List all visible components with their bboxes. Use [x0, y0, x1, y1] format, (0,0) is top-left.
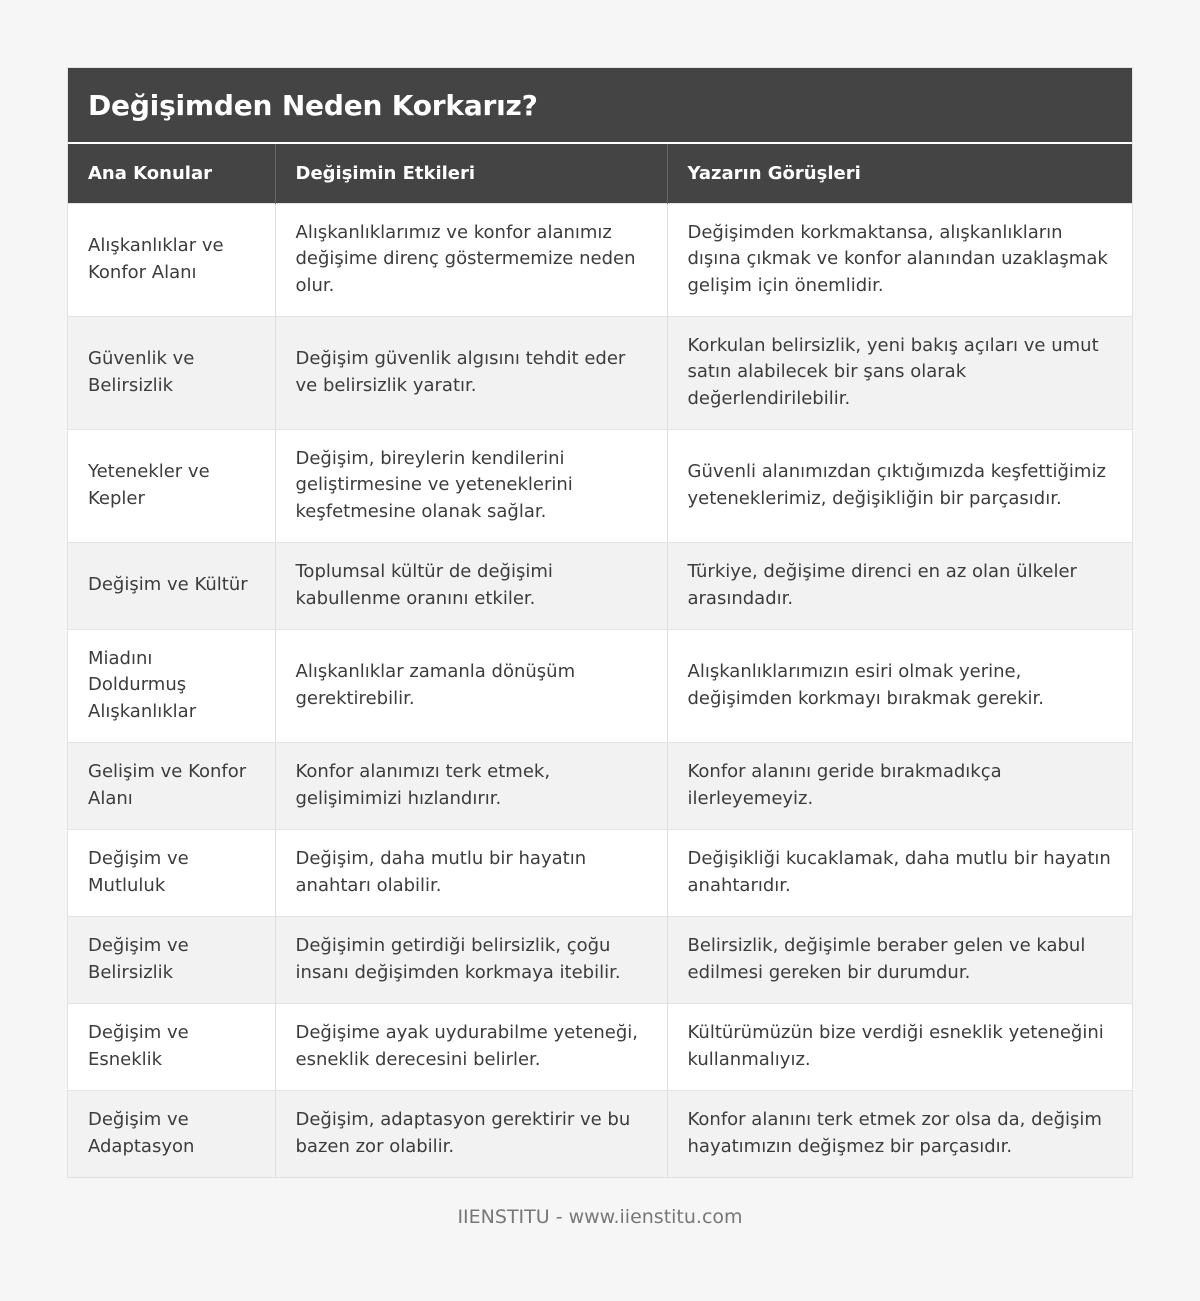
cell-effect: Alışkanlıklar zamanla dönüşüm gerektirebilir. — [275, 629, 667, 742]
cell-topic: Yetenekler ve Kepler — [68, 429, 275, 542]
cell-topic: Gelişim ve Konfor Alanı — [68, 742, 275, 829]
cell-effect: Konfor alanımızı terk etmek, gelişimimizi hızlandırır. — [275, 742, 667, 829]
table-row — [68, 316, 1132, 429]
cell-effect: Değişim, daha mutlu bir hayatın anahtarı olabilir. — [275, 829, 667, 916]
cell-topic: Miadını Doldurmuş Alışkanlıklar — [68, 629, 275, 742]
table-row — [68, 629, 1132, 742]
table-row — [68, 429, 1132, 542]
cell-opinion: Değişimden korkmaktansa, alışkanlıkların dışına çıkmak ve konfor alanından uzaklaşmak gelişim için önemlidir. — [667, 203, 1132, 316]
cell-topic: Güvenlik ve Belirsizlik — [68, 316, 275, 429]
cell-opinion: Alışkanlıklarımızın esiri olmak yerine, değişimden korkmayı bırakmak gerekir. — [667, 629, 1132, 742]
cell-opinion: Belirsizlik, değişimle beraber gelen ve kabul edilmesi gereken bir durumdur. — [667, 916, 1132, 1003]
table-header-row — [68, 144, 1132, 203]
table-row — [68, 1003, 1132, 1090]
cell-effect: Alışkanlıklarımız ve konfor alanımız değişime direnç göstermemize neden olur. — [275, 203, 667, 316]
table-card — [68, 68, 1132, 1177]
cell-effect: Değişim güvenlik algısını tehdit eder ve belirsizlik yaratır. — [275, 316, 667, 429]
table-row — [68, 1090, 1132, 1177]
cell-topic: Alışkanlıklar ve Konfor Alanı — [68, 203, 275, 316]
cell-effect: Değişimin getirdiği belirsizlik, çoğu insanı değişimden korkmaya itebilir. — [275, 916, 667, 1003]
cell-topic: Değişim ve Mutluluk — [68, 829, 275, 916]
cell-opinion: Korkulan belirsizlik, yeni bakış açıları ve umut satın alabilecek bir şans olarak değerlendirilebilir. — [667, 316, 1132, 429]
column-header-opinions: Yazarın Görüşleri — [667, 144, 1132, 203]
table-row — [68, 542, 1132, 629]
cell-effect: Toplumsal kültür de değişimi kabullenme oranını etkiler. — [275, 542, 667, 629]
page-title: Değişimden Neden Korkarız? — [88, 88, 538, 122]
cell-opinion: Konfor alanını geride bırakmadıkça ilerleyemeyiz. — [667, 742, 1132, 829]
cell-opinion: Konfor alanını terk etmek zor olsa da, değişim hayatımızın değişmez bir parçasıdır. — [667, 1090, 1132, 1177]
data-table — [68, 144, 1132, 1177]
column-header-topics: Ana Konular — [68, 144, 275, 203]
cell-opinion: Kültürümüzün bize verdiği esneklik yeteneğini kullanmalıyız. — [667, 1003, 1132, 1090]
cell-effect: Değişim, bireylerin kendilerini geliştirmesine ve yeteneklerini keşfetmesine olanak sağlar. — [275, 429, 667, 542]
table-row — [68, 742, 1132, 829]
table-row — [68, 203, 1132, 316]
cell-topic: Değişim ve Esneklik — [68, 1003, 275, 1090]
cell-effect: Değişim, adaptasyon gerektirir ve bu bazen zor olabilir. — [275, 1090, 667, 1177]
column-header-effects: Değişimin Etkileri — [275, 144, 667, 203]
table-row — [68, 829, 1132, 916]
cell-effect: Değişime ayak uydurabilme yeteneği, esneklik derecesini belirler. — [275, 1003, 667, 1090]
cell-opinion: Güvenli alanımızdan çıktığımızda keşfettiğimiz yeteneklerimiz, değişikliğin bir parçasıdır. — [667, 429, 1132, 542]
cell-topic: Değişim ve Kültür — [68, 542, 275, 629]
table-row — [68, 916, 1132, 1003]
title-bar — [68, 68, 1132, 144]
cell-topic: Değişim ve Adaptasyon — [68, 1090, 275, 1177]
footer-credit: IIENSTITU - www.iienstitu.com — [457, 1206, 743, 1228]
cell-opinion: Değişikliği kucaklamak, daha mutlu bir hayatın anahtarıdır. — [667, 829, 1132, 916]
cell-opinion: Türkiye, değişime direnci en az olan ülkeler arasındadır. — [667, 542, 1132, 629]
cell-topic: Değişim ve Belirsizlik — [68, 916, 275, 1003]
